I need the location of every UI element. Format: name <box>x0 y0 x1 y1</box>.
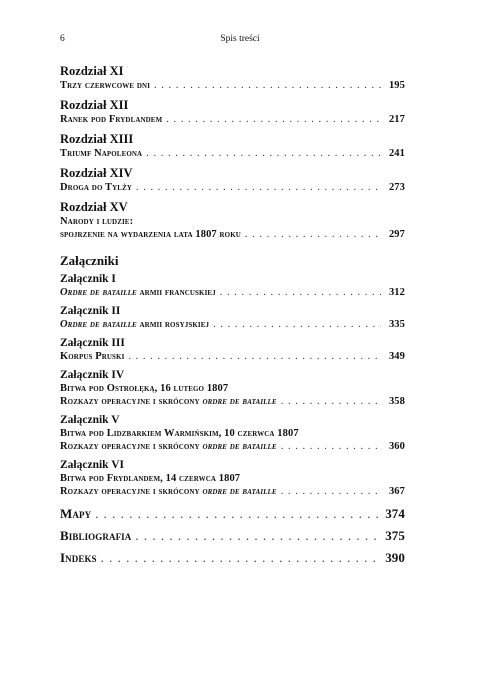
appendix-title-italic: ordre de bataille <box>202 441 277 452</box>
leader-dots <box>101 550 381 566</box>
page-ref: 358 <box>388 396 405 407</box>
chapter-heading: Rozdział XIII <box>60 132 134 146</box>
table-of-contents <box>60 64 405 572</box>
page-ref: 375 <box>385 528 405 543</box>
toc-entry-chapter-13[interactable] <box>60 132 405 160</box>
section-title: Bibliografia <box>60 528 132 543</box>
appendix-title-italic: Ordre de bataille <box>60 319 137 330</box>
chapter-title: Ranek pod Frydlandem <box>60 114 163 125</box>
appendix-title: armii francuskiej <box>136 287 216 298</box>
appendix-title: Rozkazy operacyjne i skrócony <box>60 396 203 407</box>
page-ref: 217 <box>388 114 405 125</box>
section-title: Indeks <box>60 550 97 565</box>
toc-entry-appendix-2[interactable] <box>60 305 405 331</box>
toc-entry-bibliography[interactable] <box>60 528 405 544</box>
page-ref: 335 <box>388 319 405 330</box>
appendix-title: Rozkazy operacyjne i skrócony <box>60 441 203 452</box>
appendix-title: Korpus Pruski <box>60 351 125 362</box>
chapter-heading: Rozdział XI <box>60 64 124 78</box>
toc-entry-chapter-14[interactable] <box>60 166 405 194</box>
appendix-heading: Załącznik II <box>60 305 121 317</box>
toc-entry-appendix-4[interactable] <box>60 369 405 408</box>
appendix-heading: Załącznik V <box>60 414 120 426</box>
page-ref: 367 <box>388 486 405 497</box>
appendix-title-line1: Bitwa pod Lidzbarkiem Warmińskim, 10 czerwca 1807 <box>60 428 299 439</box>
page-ref: 297 <box>388 229 405 240</box>
toc-entry-appendix-3[interactable] <box>60 337 405 363</box>
toc-entry-chapter-15[interactable] <box>60 200 405 241</box>
page-ref: 241 <box>388 148 405 159</box>
leader-dots <box>281 485 381 498</box>
page-ref: 349 <box>388 351 405 362</box>
toc-entry-appendix-1[interactable] <box>60 273 405 299</box>
appendix-heading: Załącznik IV <box>60 369 125 381</box>
appendix-title-italic: ordre de bataille <box>202 486 277 497</box>
appendix-title-line1: Bitwa pod Ostrołęką, 16 lutego 1807 <box>60 383 229 394</box>
toc-entry-appendix-6[interactable] <box>60 459 405 498</box>
page-header <box>60 34 420 48</box>
page-ref: 312 <box>388 287 405 298</box>
appendix-heading: Załącznik III <box>60 337 125 349</box>
toc-entry-chapter-11[interactable] <box>60 64 405 92</box>
page-ref: 374 <box>385 506 405 521</box>
chapter-heading: Rozdział XIV <box>60 166 133 180</box>
chapter-heading: Rozdział XII <box>60 98 129 112</box>
leader-dots <box>146 147 381 160</box>
appendix-title-italic: ordre de bataille <box>202 396 277 407</box>
toc-entry-index[interactable] <box>60 550 405 566</box>
appendix-heading: Załącznik I <box>60 273 116 285</box>
leader-dots <box>135 528 381 544</box>
page-ref: 195 <box>388 80 405 91</box>
appendix-title: Rozkazy operacyjne i skrócony <box>60 486 203 497</box>
appendix-title-italic: Ordre de bataille <box>60 287 137 298</box>
toc-entry-maps[interactable] <box>60 506 405 522</box>
leader-dots <box>220 286 381 299</box>
leader-dots <box>213 318 381 331</box>
chapter-heading: Rozdział XV <box>60 200 128 214</box>
section-title: Mapy <box>60 506 92 521</box>
chapter-title: Droga do Tylży <box>60 182 132 193</box>
chapter-title: Trzy czerwcowe dni <box>60 80 151 91</box>
page-ref: 390 <box>385 550 405 565</box>
appendix-title-line1: Bitwa pod Frydlandem, 14 czerwca 1807 <box>60 473 241 484</box>
running-title: Spis treści <box>220 34 260 44</box>
leader-dots <box>136 181 381 194</box>
page-number: 6 <box>60 34 65 44</box>
leader-dots <box>95 506 381 522</box>
toc-entry-appendix-5[interactable] <box>60 414 405 453</box>
chapter-title-line1: Narody i ludzie: <box>60 216 134 227</box>
leader-dots <box>281 440 381 453</box>
appendices-title: Załączniki <box>60 253 119 268</box>
toc-entry-chapter-12[interactable] <box>60 98 405 126</box>
leader-dots <box>166 113 381 126</box>
appendix-heading: Załącznik VI <box>60 459 125 471</box>
leader-dots <box>245 228 381 241</box>
page-ref: 273 <box>388 182 405 193</box>
page-ref: 360 <box>388 441 405 452</box>
chapter-title: spojrzenie na wydarzenia lata 1807 roku <box>60 229 241 240</box>
leader-dots <box>281 395 381 408</box>
leader-dots <box>128 350 381 363</box>
chapter-title: Triumf Napoleona <box>60 148 143 159</box>
appendix-title: armii rosyjskiej <box>136 319 210 330</box>
leader-dots <box>154 79 381 92</box>
